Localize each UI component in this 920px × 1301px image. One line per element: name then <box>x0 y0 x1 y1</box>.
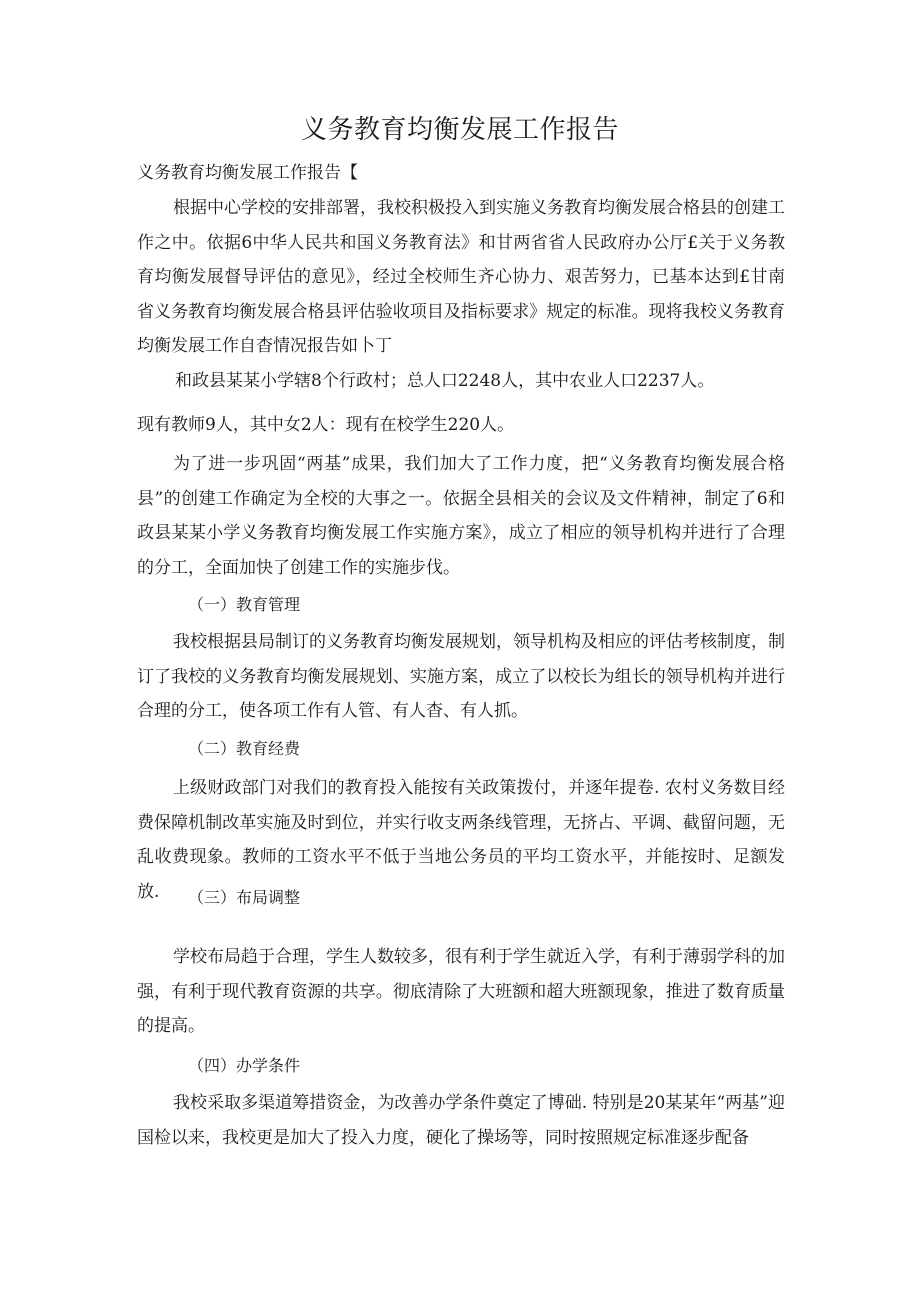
section-body-funding: 上级财政部门对我们的教育投入能按有关政策拨付，并逐年提卷. 农村义务数目经费保障机制改革实施及时到位，并实行收支两条线管理，无挤占、平调、截留问题，无乱收费现象。教师的工资水平不低于当地公务员的平均工资水平，并能按时、足额发放. <box>137 778 785 902</box>
section-body-conditions: 我校采取多渠道筹措资金，为改善办学条件奠定了博础. 特别是20某某年“两基”迎国检以来，我校更是加大了投入力度，硬化了操场等，同时按照规定标准逐步配备 <box>137 1093 785 1148</box>
stats-line-villages: 和政县某某小学辖8个行政村；总人口2248人，其中农业人口2237人。 <box>175 371 715 391</box>
section-heading-funding: （二）教育经费 <box>188 739 301 758</box>
section-body-layout: 学校布局趋于合理，学生人数较多，很有利于学生就近入学，有利于薄弱学科的加强，有利于现代教育资源的共享。彻底清除了大班额和超大班额现象，推进了数育质量的提高。 <box>137 947 785 1036</box>
section-heading-conditions: （四）办学条件 <box>188 1056 301 1075</box>
document-subtitle: 义务教育均衡发展工作报告【 <box>137 163 358 183</box>
section-heading-layout: （三）布局调整 <box>188 888 301 907</box>
intro-paragraph: 根据中心学校的安排部署，我校积极投入到实施义务教育均衡发展合格县的创建工作之中。依据6中华人民共和国义务教育法》和甘两省省人民政府办公厅£关于义务教育均衡发展督导评估的意见》，经过全校师生齐心协力、艰苦努力，已基本达到£甘南省义务教育均衡发展合格县评估验收项目及指标要求》规定的标准。现将我校义务教育均衡发展工作自杳情况报告如卜丁 <box>137 198 785 356</box>
effort-paragraph: 为了进一步巩固“两基”成果，我们加大了工作力度，把“义务教育均衡发展合格县”的创建工作确定为全校的大事之一。依据全县相关的会议及文件精神，制定了6和政县某某小学义务教育均衡发展工作实施方案》，成立了相应的领导机构并进行了合理的分工，全面加快了创建工作的实施步伐。 <box>137 454 785 578</box>
section-body-management: 我校根据县局制订的义务教育均衡发展规划，领导机构及相应的评估考核制度，制订了我校的义务教育均衡发展规划、实施方案，成立了以校长为组长的领导机构并进行合理的分工，使各项工作有人管、有人杳、有人抓。 <box>137 632 785 721</box>
stats-line-teachers: 现有教师9人，其中女2人：现有在校学生220人。 <box>137 415 515 435</box>
section-heading-management: （一）教育管理 <box>188 595 301 614</box>
document-title: 义务教育均衡发展工作报告 <box>300 115 619 145</box>
